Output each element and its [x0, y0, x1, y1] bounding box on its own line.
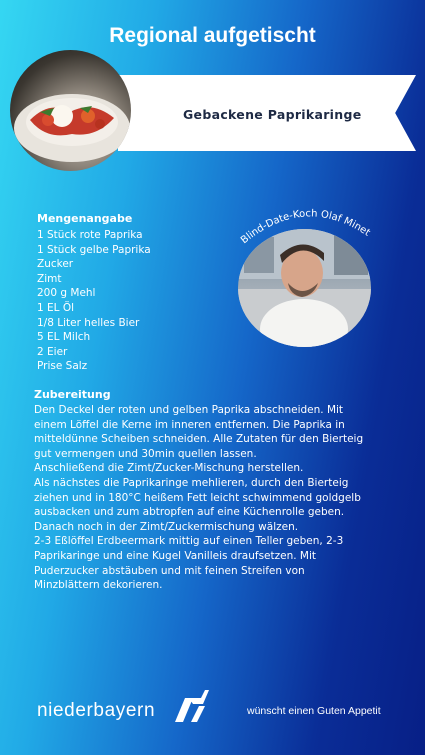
- recipe-title: Gebackene Paprikaringe: [183, 107, 362, 122]
- preparation-line: Danach noch in der Zimt/Zuckermischung wälzen.: [34, 520, 299, 533]
- preparation-line: ziehen und in 180°C heißem Fett leicht schwimmend goldgelb: [34, 491, 361, 504]
- dish-photo: [10, 50, 131, 171]
- preparation-line: Als nächstes die Paprikaringe mehlieren, durch den Bierteig: [34, 476, 349, 489]
- tv-logo-mark: [171, 688, 209, 724]
- ingredient-item: 5 EL Milch: [37, 331, 91, 344]
- preparation-line: gut vermengen und 30min quellen lassen.: [34, 447, 257, 460]
- ingredient-item: 1 Stück gelbe Paprika: [37, 243, 151, 256]
- preparation-line: Anschließend die Zimt/Zucker-Mischung herstellen.: [34, 462, 304, 475]
- ingredient-item: Zimt: [37, 272, 62, 285]
- ingredient-item: 1 EL Öl: [37, 301, 75, 314]
- preparation-text: [34, 403, 374, 593]
- ingredient-item: 1/8 Liter helles Bier: [37, 316, 140, 329]
- preparation-line: Paprikaringe und eine Kugel Vanilleis draufsetzen. Mit: [34, 549, 317, 562]
- preparation-line: Minzblättern dekorieren.: [34, 579, 163, 592]
- tagline: wünscht einen Guten Appetit: [247, 705, 381, 717]
- logo-text: niederbayern: [37, 700, 156, 721]
- ingredients-heading: Mengenangabe: [37, 212, 133, 225]
- svg-text:Blind-Date-Koch Olaf Minet: Blind-Date-Koch Olaf Minet: [239, 208, 372, 246]
- preparation-line: Puderzucker abstäuben und mit feinen Streifen von: [34, 564, 305, 577]
- ingredient-item: 2 Eier: [37, 345, 68, 358]
- preparation-line: Den Deckel der roten und gelben Paprika abschneiden. Mit: [34, 404, 344, 416]
- ingredients-list: [37, 228, 151, 374]
- preparation-line: ausbacken und zum abtropfen auf eine Küchenrolle geben.: [34, 506, 345, 519]
- page-title: Regional aufgetischt: [109, 24, 316, 47]
- ingredient-item: Zucker: [37, 258, 74, 271]
- ingredient-item: 200 g Mehl: [37, 287, 96, 300]
- preparation-heading: Zubereitung: [34, 388, 111, 401]
- preparation-line: mitteldünne Scheiben schneiden. Alle Zutaten für den Bierteig: [34, 433, 364, 446]
- ingredient-item: 1 Stück rote Paprika: [37, 229, 143, 241]
- ingredient-item: Prise Salz: [37, 360, 88, 373]
- preparation-line: 2-3 Eßlöffel Erdbeermark mittig auf einen Teller geben, 2-3: [34, 535, 344, 548]
- chef-photo: [238, 229, 371, 347]
- preparation-line: einem Löffel die Kerne im inneren entfernen. Die Paprika in: [34, 418, 345, 431]
- niederbayern-tv-logo: [37, 688, 209, 728]
